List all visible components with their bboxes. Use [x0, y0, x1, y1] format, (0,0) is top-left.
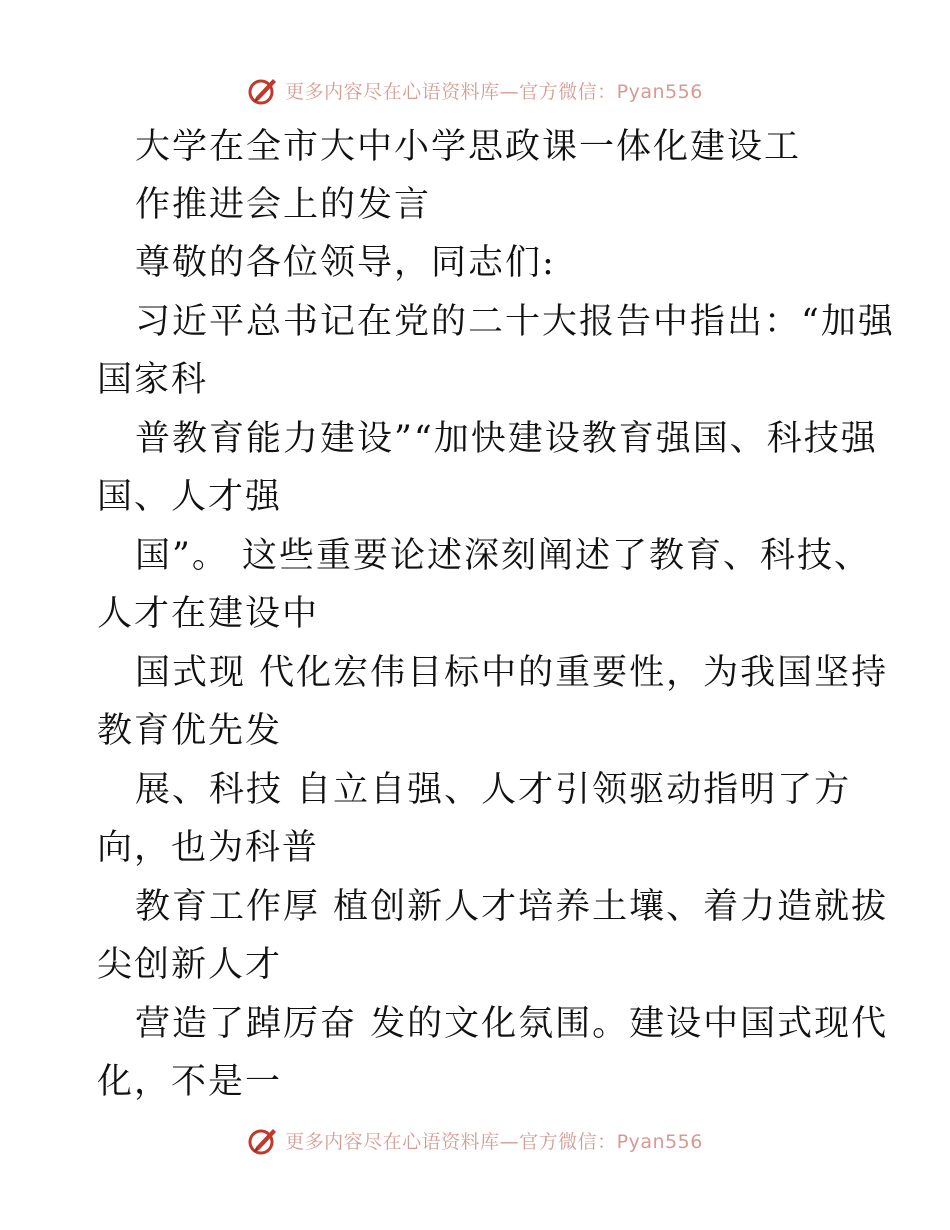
title-line-2: 作推进会上的发言	[135, 185, 432, 225]
watermark-text: 更多内容尽在心语资料库—官方微信：Pyan556	[285, 80, 703, 103]
quill-pen-logo-icon	[247, 74, 279, 106]
paragraph-line: 向，也为科普	[97, 828, 320, 868]
paragraph-line: 普教育能力建设”“加快建设教育强国、科技强	[135, 419, 878, 459]
paragraph-line: 教育优先发	[97, 711, 283, 751]
quill-pen-logo-icon	[247, 1124, 279, 1156]
paragraph-line: 国、人才强	[97, 477, 283, 517]
paragraph-line: 人才在建设中	[97, 594, 320, 634]
paragraph-line: 国家科	[97, 360, 209, 400]
header-watermark	[0, 70, 950, 110]
watermark-text: 更多内容尽在心语资料库—官方微信：Pyan556	[285, 1130, 703, 1153]
paragraph-line: 国式现 代化宏伟目标中的重要性，为我国坚持	[135, 653, 889, 693]
paragraph-line: 尖创新人才	[97, 945, 283, 985]
paragraph-line: 化，不是一	[97, 1062, 283, 1102]
paragraph-line: 习近平总书记在党的二十大报告中指出：“加强	[135, 302, 895, 342]
paragraph-line: 教育工作厚 植创新人才培养土壤、着力造就拔	[135, 887, 889, 927]
paragraph-line: 展、科技 自立自强、人才引领驱动指明了方	[135, 770, 852, 810]
salutation: 尊敬的各位领导，同志们:	[135, 243, 556, 283]
footer-watermark	[0, 1120, 950, 1160]
paragraph-line: 营造了踔厉奋 发的文化氛围。建设中国式现代	[135, 1004, 889, 1044]
paragraph-line: 国”。 这些重要论述深刻阐述了教育、科技、	[135, 536, 872, 576]
title-line-1: 大学在全市大中小学思政课一体化建设工	[135, 127, 802, 167]
